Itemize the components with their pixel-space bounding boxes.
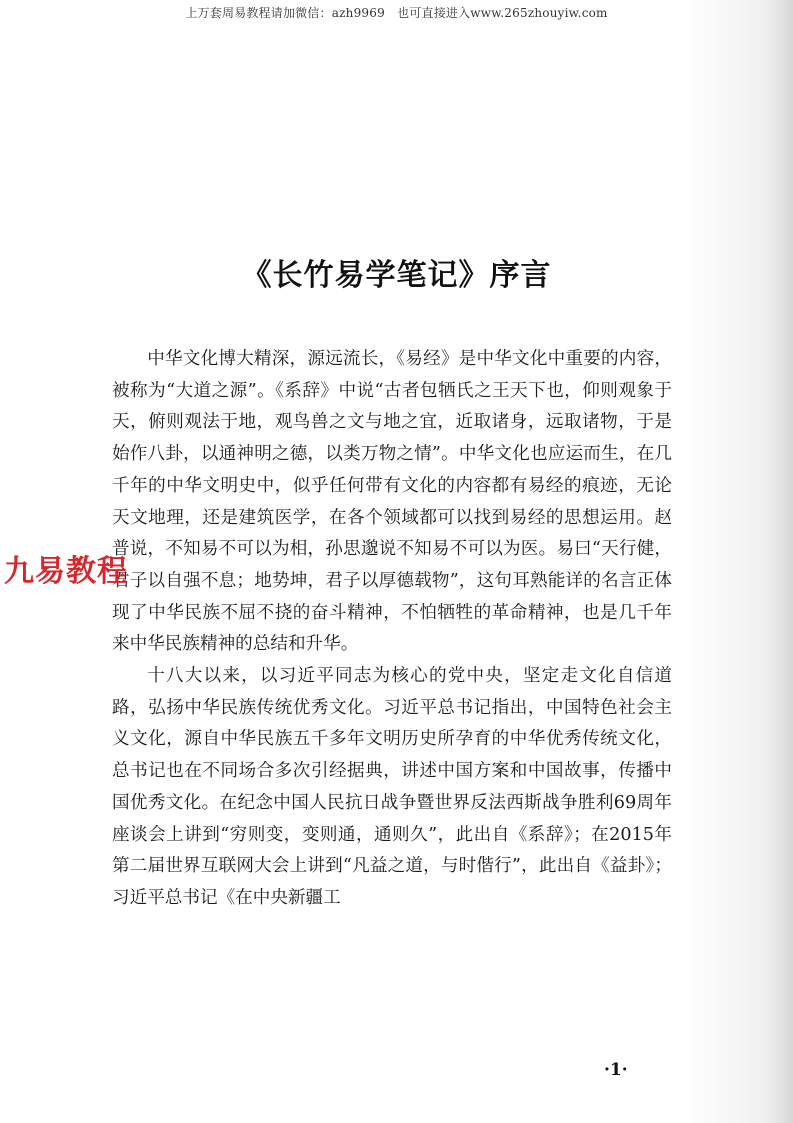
paragraph: 中华文化博大精深，源远流长，《易经》是中华文化中重要的内容，被称为“大道之源”。《系辞》中说“古者包牺氏之王天下也，仰则观象于天，俯则观法于地，观鸟兽之文与地之宜，近取诸身，远取诸物，于是始作八卦，以通神明之德，以类万物之情”。中华文化也应运而生，在几千年的中华文明史中，似乎任何带有文化的内容都有易经的痕迹，无论天文地理，还是建筑医学，在各个领域都可以找到易经的思想运用。赵普说，不知易不可以为相，孙思邈说不知易不可以为医。易曰“天行健，君子以自强不息；地势坤，君子以厚德载物”，这句耳熟能详的名言正体现了中华民族不屈不挠的奋斗精神，不怕牺牲的革命精神，也是几千年来中华民族精神的总结和升华。 xyxy=(112,349,672,655)
page-number: ·1· xyxy=(604,1060,628,1080)
jiuyi-logo-watermark: 九易教程 xyxy=(4,554,128,589)
page-title: 《长竹易学笔记》序言 xyxy=(241,258,552,293)
scan-edge-shadow xyxy=(683,0,793,1123)
header-watermark: 上万套周易教程请加微信：azh9969 也可直接进入www.265zhouyiw.com xyxy=(185,6,608,20)
body-text xyxy=(112,344,672,915)
paragraph: 十八大以来，以习近平同志为核心的党中央，坚定走文化自信道路，弘扬中华民族传统优秀文化。习近平总书记指出，中国特色社会主义文化，源自中华民族五千多年文明历史所孕育的中华优秀传统文化，总书记也在不同场合多次引经据典，讲述中国方案和中国故事，传播中国优秀文化。在纪念中国人民抗日战争暨世界反法西斯战争胜利69周年座谈会上讲到“穷则变，变则通，通则久”，此出自《系辞》；在2015年第二届世界互联网大会上讲到“凡益之道，与时偕行”，此出自《益卦》；习近平总书记《在中央新疆工 xyxy=(112,666,672,908)
